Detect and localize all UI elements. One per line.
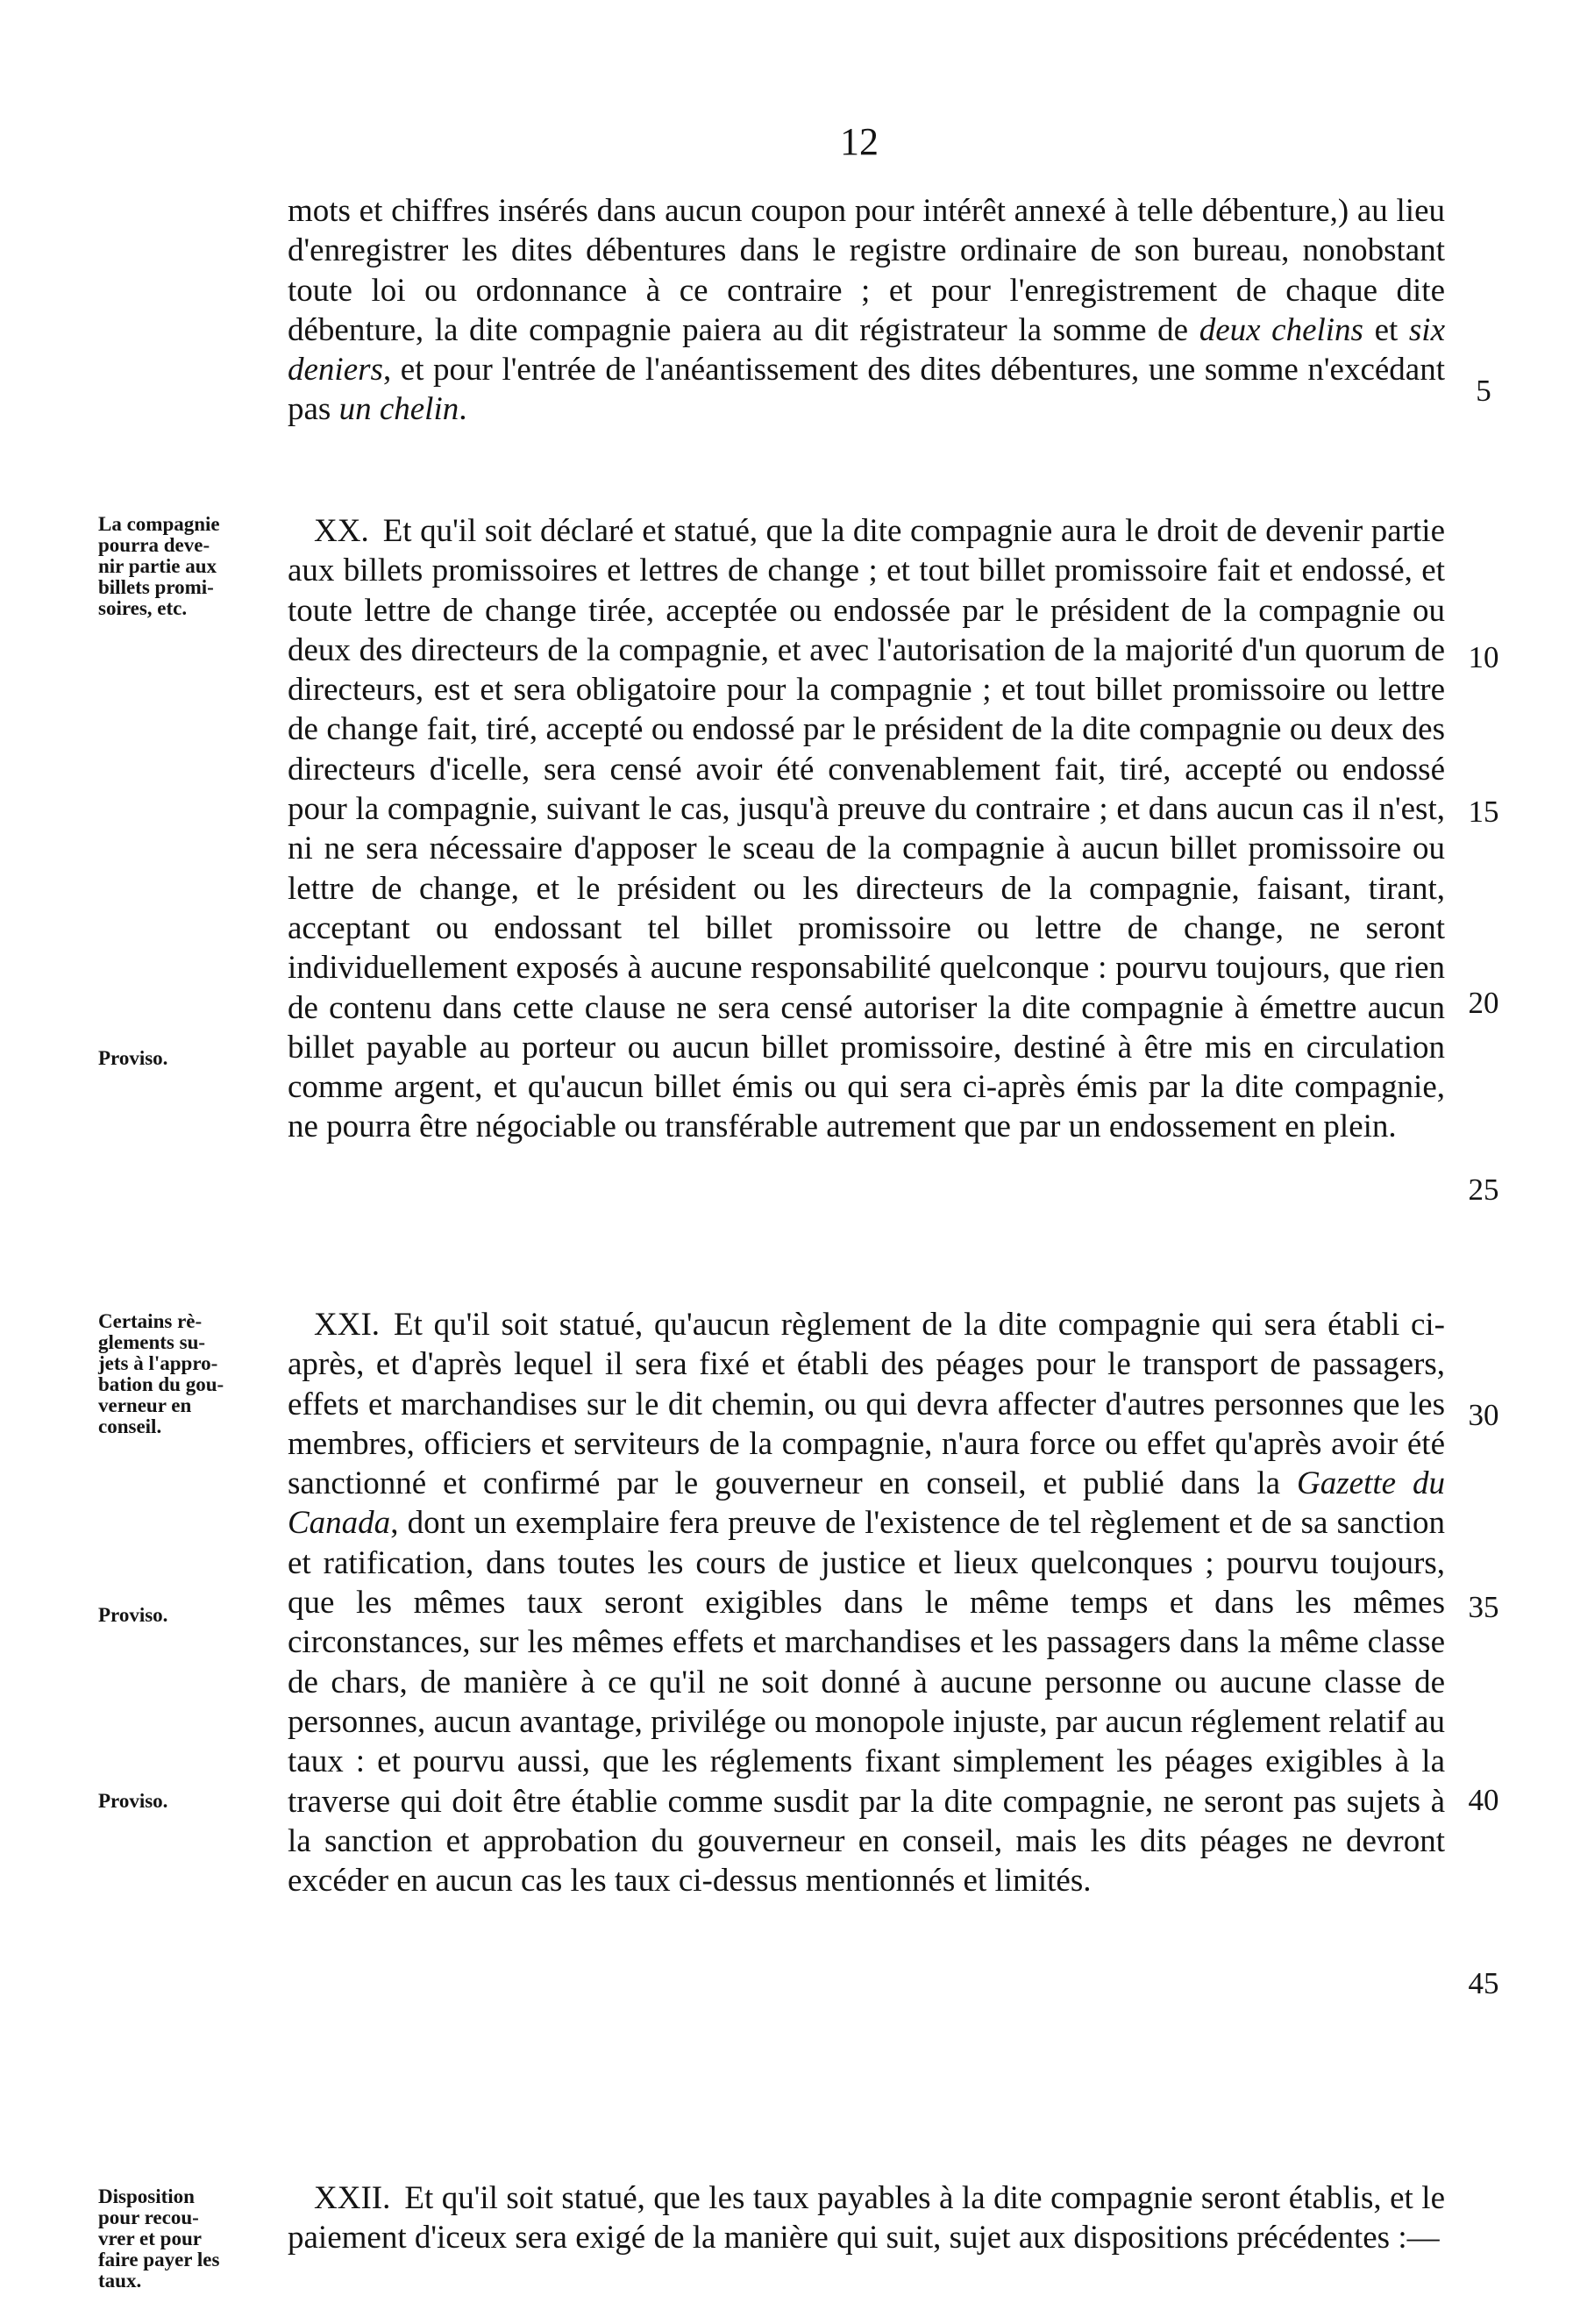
paragraph-text: Et qu'il soit déclaré et statué, que la dite compagnie aura le droit de devenir partie aux billets promissoires et lettres de change ; et tout billet promissoire fait et endossé, et toute lettre de change tirée, acceptée ou endossée par le président de la compagnie ou deux des directeurs de la compagnie, et avec l'autorisation de la majorité d'un quorum de directeurs, est et sera obligatoire pour la compagnie ; et tout billet promissoire ou lettre de change fait, tiré, accepté ou endossé par le président de la dite compagnie ou deux des directeurs d'icelle, sera censé avoir été convenablement fait, tiré, accepté ou endossé pour la compagnie, suivant le cas, jusqu'à preuve du contraire ; et dans aucun cas il n'est, ni ne sera nécessaire d'apposer le sceau de la compagnie à aucun billet promissoire ou lettre de change, et le président ou les directeurs de la compagnie, faisant, tirant, acceptant ou endossant tel billet promissoire ou lettre de change, ne seront individuellement exposés à aucune responsabilité quelconque : pourvu toujours, que rien de contenu dans cette clause ne sera censé autoriser la dite compagnie à émettre aucun billet payable au porteur ou aucun billet promissoire, destiné à être mis en circulation comme argent, et qu'aucun billet émis ou qui sera ci-après émis par la dite compagnie, ne pourra être négociable ou transférable autrement que par un endossement en plein. [288, 513, 1445, 1145]
paragraph-continuation [288, 191, 1445, 430]
line-number: 15 [1468, 795, 1499, 829]
publication-title: Gazette du Canada [288, 1465, 1445, 1542]
margin-note-proviso: Proviso. [98, 1790, 168, 1812]
paragraph-text: , et pour l'entrée de l'anéantissement des dites débentures, une somme n'excédant pas [288, 352, 1445, 428]
line-number: 20 [1468, 986, 1499, 1020]
margin-note-proviso: Proviso. [98, 1604, 168, 1626]
amount-emphasis: six deniers [288, 311, 1445, 389]
section-xxii [288, 2178, 1445, 2258]
paragraph-text: , dont un exemplaire fera preuve de l'existence de tel règlement et de sa sanction et ratification, dans toutes les cours de justice et lieux quelconques ; pourvu toujours, que les mêmes taux seront exigibles dans le même temps et dans les mêmes circonstances, sur les mêmes effets et marchandises et les passagers dans la même classe de chars, de manière à ce qu'il ne soit donné à aucune personne ou aucune classe de personnes, aucun avantage, privilége ou monopole injuste, par aucun réglement relatif au taux : et pourvu aussi, que les réglements fixant simplement les péages exigibles à la traverse qui doit être établie comme susdit par la dite compagnie, ne seront pas sujets à la sanction et approbation du gouverneur en conseil, mais les dits péages ne devront excéder en aucun cas les taux ci-dessus mentionnés et limités. [288, 1505, 1445, 1900]
page-number: 12 [840, 120, 879, 163]
margin-note-proviso: Proviso. [98, 1047, 168, 1069]
amount-emphasis: deux chelins [1199, 311, 1363, 348]
paragraph-text: mots et chiffres insérés dans aucun coupon pour intérêt annexé à telle débenture,) au lieu d'enregistrer les dites débentures dans le registre ordinaire de son bureau, nonobstant toute loi ou ordonnance à ce contraire ; et pour l'enregistrement de chaque dite débenture, la dite compagnie paiera au dit régistrateur la somme de [288, 193, 1445, 348]
margin-note: Disposition pour recou- vrer et pour faire payer les taux. [98, 2185, 220, 2292]
line-number: 5 [1476, 374, 1491, 408]
line-number: 40 [1468, 1783, 1499, 1817]
line-number: 25 [1468, 1173, 1499, 1207]
line-number: 10 [1468, 640, 1499, 674]
paragraph-text: Et qu'il soit statué, que les taux payables à la dite compagnie seront établis, et le paiement d'iceux sera exigé de la manière qui suit, sujet aux dispositions précédentes :— [288, 2180, 1445, 2256]
margin-note: Certains rè- glements su- jets à l'appro- bation du gou- verneur en conseil. [98, 1310, 224, 1437]
section-number: XXII. [314, 2180, 391, 2216]
section-xxi [288, 1305, 1445, 1900]
paragraph-text: . [459, 391, 467, 428]
line-number: 35 [1468, 1590, 1499, 1624]
section-number: XX. [314, 513, 369, 549]
section-number: XXI. [314, 1307, 381, 1343]
margin-note: La compagnie pourra deve- nir partie aux billets promi- soires, etc. [98, 513, 220, 619]
amount-emphasis: un chelin [338, 391, 459, 428]
line-number: 45 [1468, 1966, 1499, 2000]
line-number: 30 [1468, 1398, 1499, 1432]
section-xx [288, 511, 1445, 1147]
paragraph-text: et [1363, 311, 1409, 348]
paragraph-text: Et qu'il soit statué, qu'aucun règlement de la dite compagnie qui sera établi ci-après, et d'après lequel il sera fixé et établi des péages pour le transport de passagers, effets et marchandises sur le dit chemin, ou qui devra affecter d'autres personnes que les membres, officiers et serviteurs de la compagnie, n'aura force ou effet qu'après avoir été sanctionné et confirmé par le gouverneur en conseil, et publié dans la [288, 1307, 1445, 1502]
